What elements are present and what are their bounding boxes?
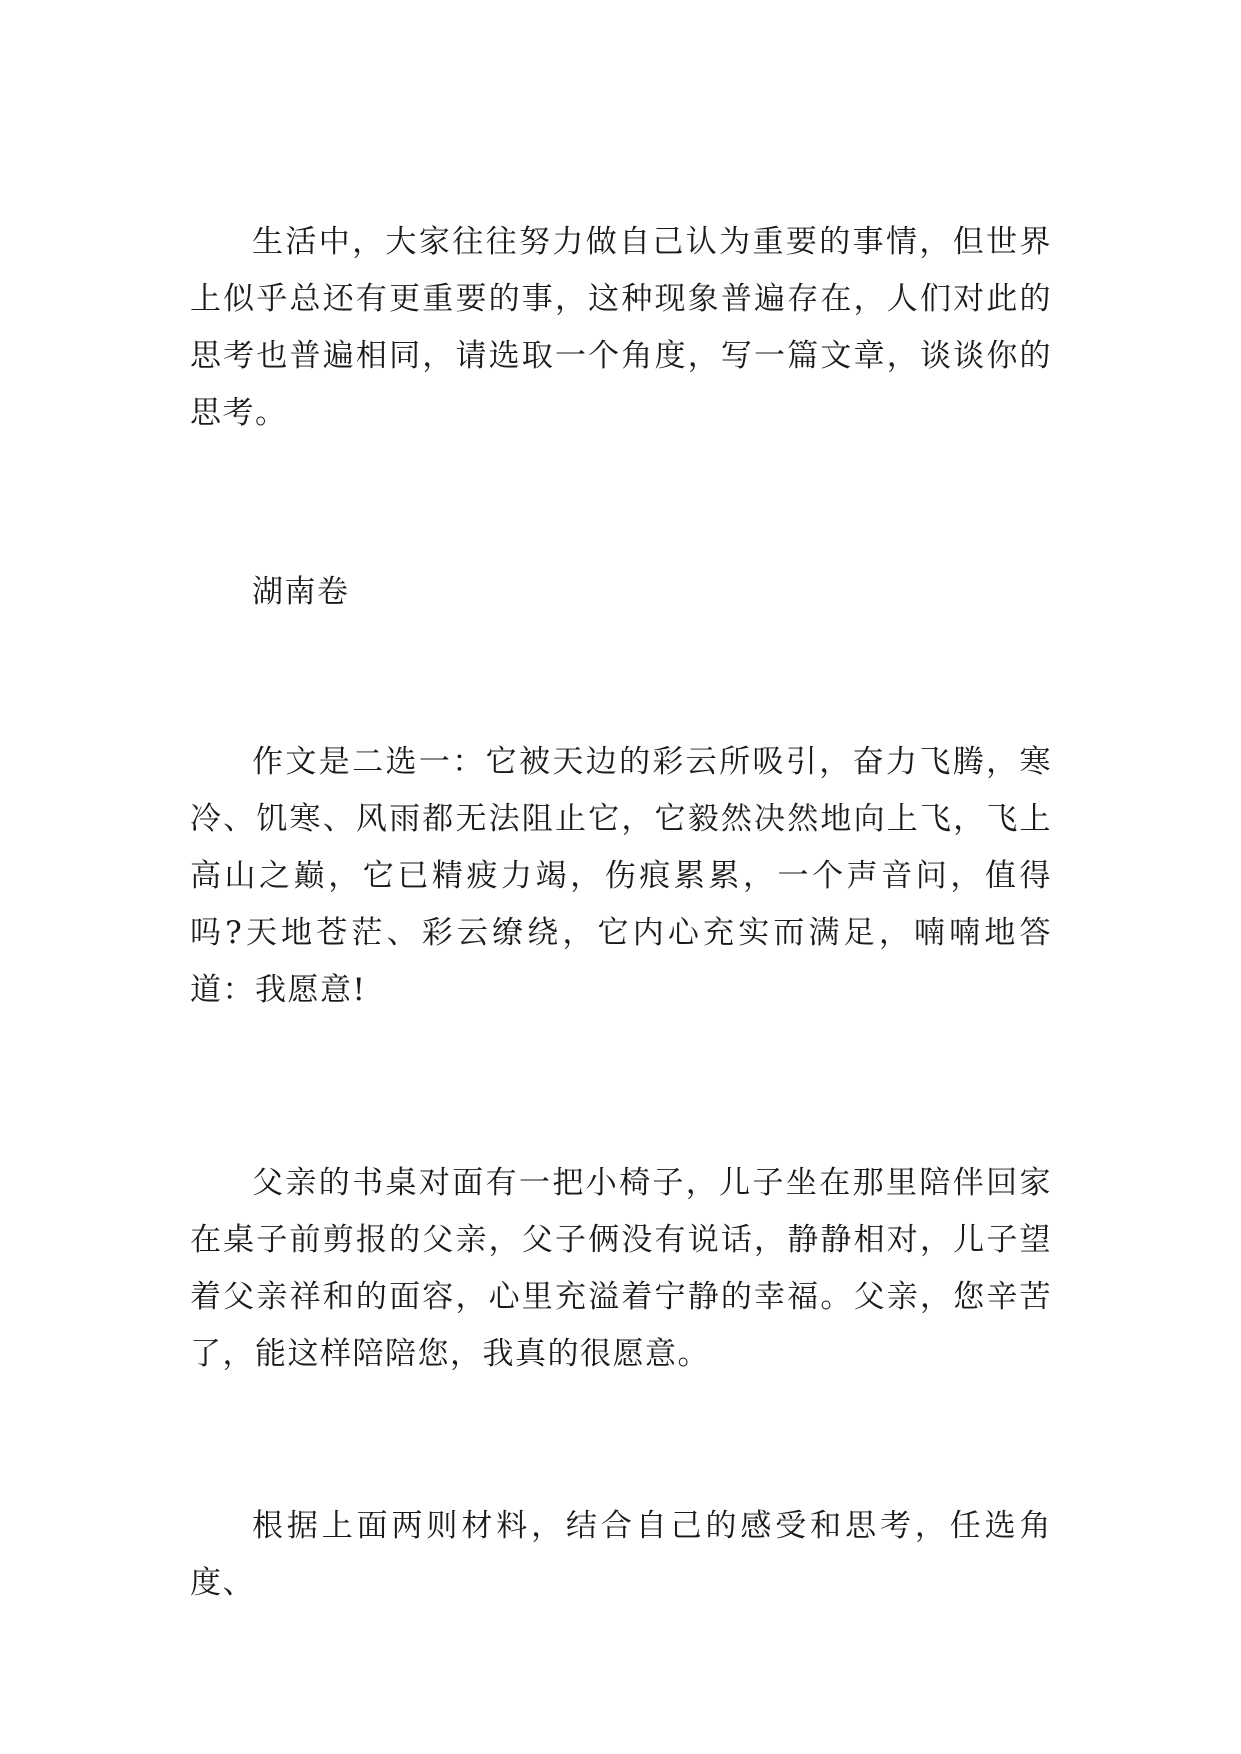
paragraph-material-one: 作文是二选一：它被天边的彩云所吸引，奋力飞腾，寒冷、饥寒、风雨都无法阻止它，它毅然决然地向上飞，飞上高山之巅，它已精疲力竭，伤痕累累，一个声音问，值得吗?天地苍茫、彩云缭绕，它内心充实而满足，喃喃地答道：我愿意!: [190, 744, 1052, 1008]
paragraph-material-two: 父亲的书桌对面有一把小椅子，儿子坐在那里陪伴回家在桌子前剪报的父亲，父子俩没有说话，静静相对，儿子望着父亲祥和的面容，心里充溢着宁静的幸福。父亲，您辛苦了，能这样陪陪您，我真的很愿意。: [190, 1165, 1052, 1372]
paragraph-instruction: 根据上面两则材料，结合自己的感受和思考，任选角度、: [190, 1508, 1052, 1601]
paragraph-prompt: 生活中，大家往往努力做自己认为重要的事情，但世界上似乎总还有更重要的事，这种现象普遍存在，人们对此的思考也普遍相同，请选取一个角度，写一篇文章，谈谈你的思考。: [190, 224, 1052, 431]
section-heading-hunan: 湖南卷: [252, 574, 350, 610]
